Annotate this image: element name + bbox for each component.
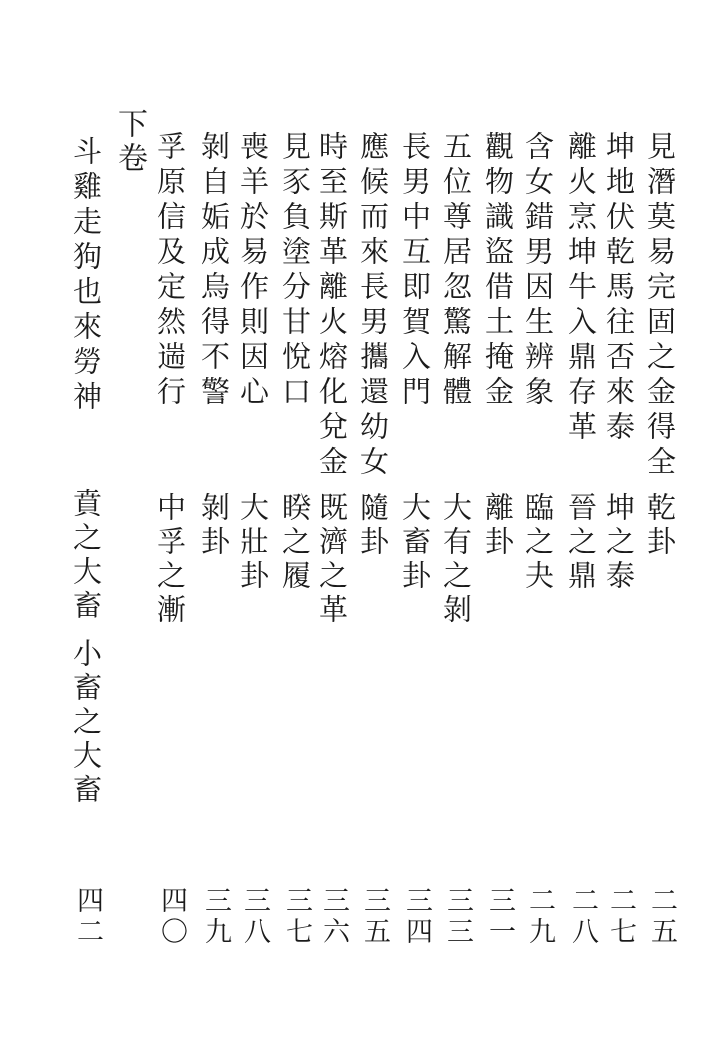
hexagram-name: 既濟之革	[315, 492, 349, 628]
entry-verse: 見潛莫易完固之金得全	[643, 131, 677, 481]
page-number: 三八	[239, 886, 270, 948]
page-number: 三七	[281, 886, 312, 948]
page-number: 三一	[484, 886, 515, 948]
hexagram-name: 臨之夬	[521, 492, 555, 594]
entry-verse: 斗雞走狗也來勞神	[69, 136, 103, 416]
entry-verse: 含女錯男因生辨象	[521, 131, 555, 411]
page-number: 三六	[318, 886, 349, 948]
entry-verse: 長男中互即賀入門	[398, 131, 432, 411]
entry-verse: 喪羊於易作則因心	[236, 131, 270, 411]
volume-header: 下卷	[112, 108, 147, 176]
entry-verse: 坤地伏乾馬往否來泰	[602, 131, 636, 446]
entry-verse: 五位尊居忽驚解體	[439, 131, 473, 411]
hexagram-name: 坤之泰	[602, 492, 636, 594]
page-number: 二九	[524, 886, 555, 948]
hexagram-name: 乾卦	[643, 492, 677, 560]
page-number: 二八	[567, 886, 598, 948]
page-number: 四二	[72, 886, 103, 948]
entry-verse: 觀物識盜借土掩金	[481, 131, 515, 411]
entry-verse: 剝自姤成烏得不警	[197, 131, 231, 411]
hexagram-name: 大壯卦	[236, 492, 270, 594]
entry-verse: 孚原信及定然遄行	[153, 131, 187, 411]
entry-verse: 離火烹坤牛入鼎存革	[564, 131, 598, 446]
hexagram-name: 剝卦	[197, 492, 231, 560]
page-number: 三四	[401, 886, 432, 948]
entry-verse: 應候而來長男攜還幼女	[356, 131, 390, 481]
hexagram-name: 大畜卦	[398, 492, 432, 594]
hexagram-name: 大有之剝	[439, 492, 473, 628]
page-number: 二五	[646, 886, 677, 948]
hexagram-name-secondary: 小畜之大畜	[69, 638, 103, 808]
page-number: 三五	[359, 886, 390, 948]
hexagram-name: 中孚之漸	[153, 492, 187, 628]
page-number: 三三	[442, 886, 473, 948]
page-number: 二七	[605, 886, 636, 948]
hexagram-name: 賁之大畜	[69, 488, 103, 624]
hexagram-name: 離卦	[481, 492, 515, 560]
page-number: 四〇	[156, 886, 187, 948]
hexagram-name: 晉之鼎	[564, 492, 598, 594]
page-number: 三九	[200, 886, 231, 948]
hexagram-name: 睽之履	[278, 492, 312, 594]
hexagram-name: 隨卦	[356, 492, 390, 560]
entry-verse: 時至斯革離火熔化兌金	[315, 131, 349, 481]
entry-verse: 見豕負塗分甘悅口	[278, 131, 312, 411]
